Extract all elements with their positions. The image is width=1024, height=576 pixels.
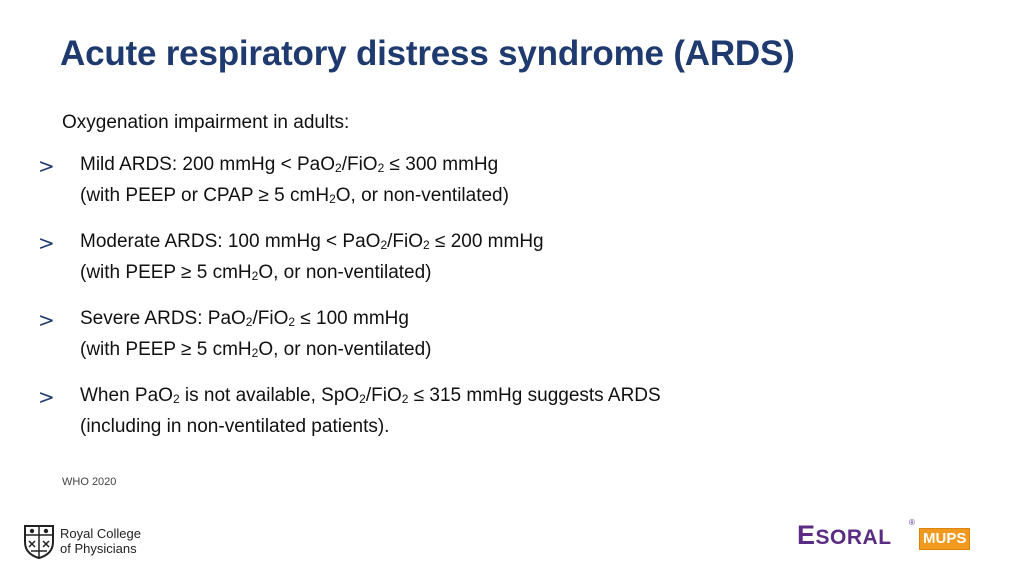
spo2-condition: (including in non-ventilated patients). (80, 416, 390, 437)
chevron-right-icon: > (38, 385, 55, 409)
list-item-spo2 (38, 381, 938, 458)
ards-criteria-list (38, 150, 938, 458)
crest-icon (22, 522, 56, 560)
list-item-moderate (38, 227, 938, 304)
chevron-right-icon: > (38, 308, 55, 332)
mups-badge: MUPS (919, 528, 970, 550)
spo2-criteria: When PaO$_2$ is not available, SpO$_2$/FiO$_2$ ≤ 315 mmHg suggests ARDS (80, 385, 661, 406)
list-item-mild (38, 150, 938, 227)
moderate-condition: (with PEEP ≥ 5 cmH$_2$O, or non-ventilated) (80, 262, 432, 283)
rcp-logo (22, 520, 141, 562)
source-citation: WHO 2020 (62, 476, 117, 488)
esoral-wordmark: ESORAL (797, 520, 892, 550)
registered-mark: ® (909, 518, 915, 527)
rcp-line2: of Physicians (60, 541, 137, 556)
chevron-right-icon: > (38, 231, 55, 255)
severe-condition: (with PEEP ≥ 5 cmH$_2$O, or non-ventilated) (80, 339, 432, 360)
rcp-line1: Royal College (60, 526, 141, 541)
severe-criteria: Severe ARDS: PaO$_2$/FiO$_2$ ≤ 100 mmHg (80, 308, 409, 329)
chevron-right-icon: > (38, 154, 55, 178)
moderate-criteria: Moderate ARDS: 100 mmHg < PaO$_2$/FiO$_2$ ≤ 200 mmHg (80, 231, 544, 252)
slide-title: Acute respiratory distress syndrome (ARDS) (60, 34, 795, 73)
list-item-severe (38, 304, 938, 381)
intro-text: Oxygenation impairment in adults: (62, 112, 350, 133)
mild-condition: (with PEEP or CPAP ≥ 5 cmH$_2$O, or non-ventilated) (80, 185, 509, 206)
mild-criteria: Mild ARDS: 200 mmHg < PaO$_2$/FiO$_2$ ≤ 300 mmHg (80, 154, 499, 175)
